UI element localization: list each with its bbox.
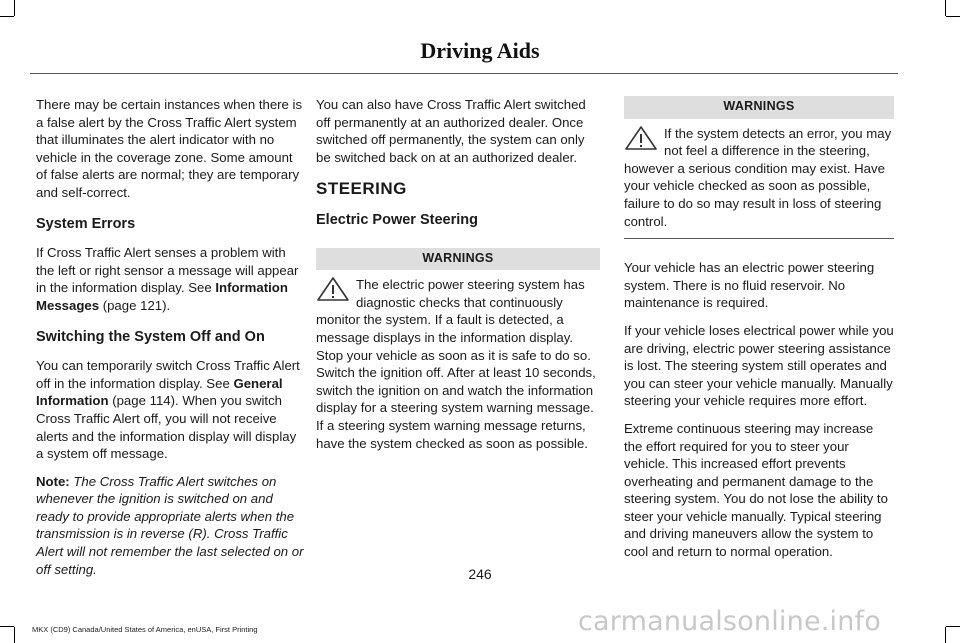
warning-body <box>624 119 894 240</box>
electric-power-steering-heading: Electric Power Steering <box>316 211 478 228</box>
general-information-link[interactable]: General Information <box>36 375 283 409</box>
false-alert-paragraph: There may be certain instances when there is a false alert by the Cross Traffic Alert system that illuminates the alert indicator with no vehicle in the coverage zone. Some amount of false alerts are normal; they are temporary and self-correct. <box>36 97 303 200</box>
warning-body <box>316 270 600 452</box>
crop-mark-bottom-right-h <box>946 626 960 627</box>
warnings-header: WARNINGS <box>624 96 894 119</box>
system-errors-paragraph <box>36 244 306 314</box>
switching-system-paragraph <box>36 357 306 463</box>
permanent-switch-off-paragraph: You can also have Cross Traffic Alert switched off permanently at an authorized dealer. Once switched off permanently, the system can only be switched back on at an authorized dealer. <box>316 97 586 165</box>
system-errors-page-ref: (page 121). <box>99 297 171 313</box>
warning-text: If the system detects an error, you may not feel a difference in the steering, however a serious condition may exist. Have your vehicle checked as soon as possible, failure to do so may result in loss of steering control. <box>624 125 892 229</box>
warning-box-eps <box>316 248 600 453</box>
note-paragraph <box>36 473 306 579</box>
column-3 <box>624 96 894 571</box>
warnings-header: WARNINGS <box>316 248 600 271</box>
continuous-steering-paragraph: Extreme continuous steering may increase the effort required for you to steer your vehicle. This increased effort prevents overheating and permanent damage to the steering system. You do not lose the ability to steer your vehicle manually. Typical steering and driving maneuvers allow the system to cool and return to normal operation. <box>624 420 888 560</box>
crop-mark-bottom-left-v <box>14 627 15 643</box>
crop-mark-bottom-left-h <box>0 626 14 627</box>
switching-system-heading: Switching the System Off and On <box>36 328 265 345</box>
steering-section-heading: STEERING <box>316 179 407 199</box>
system-errors-heading: System Errors <box>36 215 136 232</box>
switching-system-text-cont: (page 114). When you switch Cross Traffic Alert off, you will not receive alerts and the information display will display a system off message. <box>36 393 297 462</box>
page-title: Driving Aids <box>420 38 540 63</box>
warning-triangle-icon <box>624 125 658 151</box>
power-loss-paragraph: If your vehicle loses electrical power while you are driving, electric power steering assistance is lost. The steering system still operates and you can steer your vehicle manually. Manually steering your vehicle requires more effort. <box>624 322 894 409</box>
print-source-line: MKX (CD9) Canada/United States of America, enUSA, First Printing <box>32 625 258 634</box>
crop-mark-top-right-v <box>945 0 946 16</box>
note-text: The Cross Traffic Alert switches on whenever the ignition is switched on and ready to provide appropriate alerts when the transmission is in reverse (R). Cross Traffic Alert will not remember the last selected on or off setting. <box>36 473 304 577</box>
title-divider <box>30 73 898 74</box>
information-messages-link[interactable]: Information Messages <box>36 280 288 313</box>
warning-box-steering-error <box>624 96 894 239</box>
system-errors-text: If Cross Traffic Alert senses a problem with the left or right sensor a message will appear in the information display. See <box>36 245 299 296</box>
column-1 <box>36 96 306 588</box>
crop-mark-top-left-v <box>14 0 15 16</box>
page-number: 246 <box>468 566 492 582</box>
warning-triangle-icon <box>316 276 350 302</box>
note-label: Note: <box>36 473 70 489</box>
crop-mark-top-left-h <box>0 16 14 17</box>
watermark-logo: carmanualsonline.info <box>578 606 881 637</box>
crop-mark-bottom-right-v <box>945 627 946 643</box>
switching-system-text: You can temporarily switch Cross Traffic Alert off in the information display. See <box>36 358 300 391</box>
warning-text: The electric power steering system has diagnostic checks that continuously monitor the system. If a fault is detected, a message displays in the information display. Stop your vehicle as soon as it is safe to do so. Switch the ignition off. After at least 10 seconds, switch the ignition on and watch the information display for a steering system warning message. If a steering system warning message returns, have the system checked as soon as possible. <box>316 277 596 451</box>
crop-mark-top-right-h <box>946 16 960 17</box>
column-2 <box>316 96 600 466</box>
warning-divider <box>624 238 894 239</box>
eps-intro-paragraph: Your vehicle has an electric power steering system. There is no fluid reservoir. No maintenance is required. <box>624 260 875 311</box>
